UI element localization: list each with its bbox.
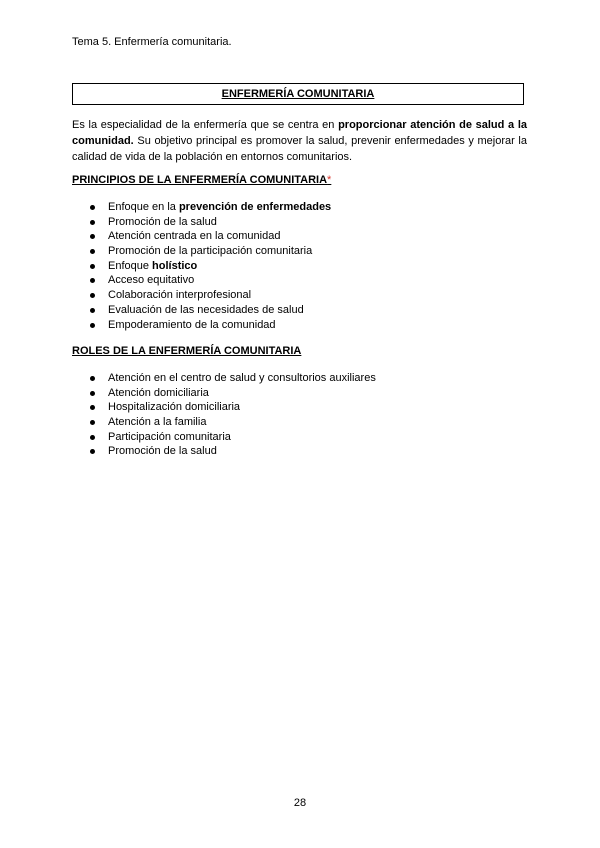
document-title: ENFERMERÍA COMUNITARIA	[221, 88, 375, 100]
list-item	[72, 318, 331, 333]
bullet-icon	[90, 249, 95, 254]
bullet-icon	[90, 278, 95, 283]
list-item	[72, 444, 376, 459]
document-title-box	[72, 83, 524, 105]
list-item	[72, 415, 376, 430]
list-item	[72, 229, 331, 244]
list-item-bold-text: holístico	[152, 259, 198, 272]
bullet-icon	[90, 308, 95, 313]
list-item-text: Empoderamiento de la comunidad	[108, 318, 276, 331]
asterisk-mark: *	[327, 174, 332, 186]
list-item	[72, 215, 331, 230]
list-item	[72, 200, 331, 215]
intro-text-2: Su objetivo principal es promover la salud, prevenir enfermedades y mejorar la calidad de vida de la población en entornos comunitarios.	[72, 135, 527, 163]
list-item	[72, 400, 376, 415]
list-item	[72, 244, 331, 259]
principios-list	[72, 200, 331, 332]
list-item-bold-text: prevención de enfermedades	[178, 201, 332, 213]
list-item	[72, 303, 331, 318]
bullet-icon	[90, 205, 95, 210]
list-item-text: Promoción de la salud	[108, 445, 217, 458]
list-item-text: Evaluación de las necesidades de salud	[108, 303, 304, 316]
list-item-text: Atención en el centro de salud y consultorios auxiliares	[108, 372, 376, 384]
bullet-icon	[90, 420, 95, 425]
list-item-text: Acceso equitativo	[108, 274, 195, 287]
list-item	[72, 371, 376, 386]
page-header: Tema 5. Enfermería comunitaria.	[72, 36, 232, 48]
bullet-icon	[90, 435, 95, 440]
list-item-text: Promoción de la salud	[108, 215, 217, 228]
list-item	[72, 430, 376, 445]
roles-list	[72, 371, 376, 459]
principios-heading-text: PRINCIPIOS DE LA ENFERMERÍA COMUNITARIA	[72, 174, 328, 186]
bullet-icon	[90, 220, 95, 225]
list-item	[72, 288, 331, 303]
list-item-text: Promoción de la participación comunitaria	[108, 245, 313, 258]
list-item-text: Enfoque	[108, 259, 153, 272]
intro-text-1: Es la especialidad de la enfermería que se centra en	[72, 119, 339, 131]
intro-bold-text: proporcionar atención de salud a la comunidad.	[72, 119, 527, 147]
bullet-icon	[90, 405, 95, 410]
bullet-icon	[90, 234, 95, 239]
list-item-text: Atención centrada en la comunidad	[108, 230, 281, 243]
list-item	[72, 273, 331, 288]
intro-paragraph	[72, 117, 527, 165]
list-item-text: Enfoque en la	[108, 201, 179, 213]
list-item-text: Colaboración interprofesional	[108, 289, 252, 302]
list-item	[72, 259, 331, 274]
bullet-icon	[90, 376, 95, 381]
bullet-icon	[90, 323, 95, 328]
bullet-icon	[90, 449, 95, 454]
list-item	[72, 386, 376, 401]
bullet-icon	[90, 293, 95, 298]
list-item-text: Atención domiciliaria	[108, 386, 209, 399]
principios-heading	[72, 174, 331, 186]
bullet-icon	[90, 391, 95, 396]
list-item-text: Hospitalización domiciliaria	[108, 401, 241, 414]
list-item-text: Participación comunitaria	[108, 430, 231, 443]
list-item-text: Atención a la familia	[108, 416, 207, 429]
roles-heading: ROLES DE LA ENFERMERÍA COMUNITARIA	[72, 345, 302, 357]
bullet-icon	[90, 264, 95, 269]
page-number: 28	[293, 797, 307, 809]
